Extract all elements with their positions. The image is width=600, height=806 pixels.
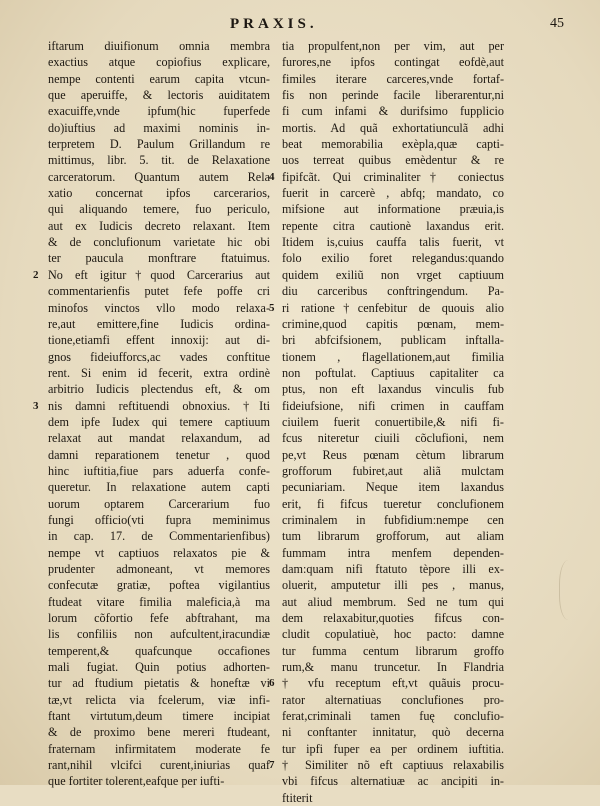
text-line <box>269 757 504 773</box>
line-text: fipifcãt. Qui criminaliter† coniectus <box>282 169 504 184</box>
line-text: aut ex Iudicis decreto relaxant. Item <box>48 218 270 233</box>
line-text: lis confiliis non aufcultent,iracundiæ <box>48 627 270 642</box>
text-line <box>48 757 270 773</box>
line-text: † Similiter nõ eft captiuus relaxabilis <box>282 758 504 773</box>
text-line <box>282 496 504 512</box>
line-text: uorum optarem Carcerarium fuo <box>48 496 270 511</box>
line-text: fraternam infirmitatem moderate fe <box>48 741 270 756</box>
text-line <box>48 692 270 708</box>
text-line <box>282 692 504 708</box>
text-line <box>282 594 504 610</box>
line-text: ter paucula monftrare ftatuimus. <box>48 251 270 266</box>
line-text: damni reparationem tenetur , quod <box>48 447 270 462</box>
text-line <box>282 577 504 593</box>
margin-note-number: 6 <box>269 677 275 690</box>
line-text: tionem , flagellationem,aut fimilia <box>282 349 504 364</box>
text-line <box>48 152 270 168</box>
running-head <box>0 16 600 36</box>
text-line <box>282 659 504 675</box>
line-text: non poftulat. Captiuus capitaliter ca <box>282 365 504 380</box>
left-text-column <box>33 38 270 790</box>
text-line <box>282 430 504 446</box>
line-text: crimine,quod capitis pœnam, mem- <box>282 316 504 331</box>
text-line <box>282 463 504 479</box>
text-line <box>282 708 504 724</box>
text-line <box>282 398 504 414</box>
text-line <box>48 479 270 495</box>
text-line <box>282 120 504 136</box>
line-text: rator alternatiuas conclufiones pro- <box>282 692 504 707</box>
line-text: repente citra cautionè laxandus erit. <box>282 218 504 233</box>
text-line <box>48 71 270 87</box>
text-line <box>282 479 504 495</box>
line-text: fungi officio(vti fupra meminimus <box>48 512 270 527</box>
margin-note-number: 3 <box>33 399 39 412</box>
line-text: rent. Si enim id fecerit, extra ordinè <box>48 365 270 380</box>
line-text: erit, fi fifcus tueretur conclufionem <box>282 496 504 511</box>
line-text: cludit copulatiuè, hoc pacto: damne <box>282 627 504 642</box>
line-text: fummam intra menfem dependen- <box>282 545 504 560</box>
line-text: fuerit in carcerè , abfq; mandato, co <box>282 186 504 201</box>
text-line <box>48 38 270 54</box>
text-line <box>282 332 504 348</box>
page-number: 45 <box>550 16 564 31</box>
line-text: bri abfcifsionem, publicam inftalla- <box>282 333 504 348</box>
line-text: terpretem D. Paulum Grillandum re <box>48 137 270 152</box>
line-text: mittimus, libr. 5. tit. de Relaxatione <box>48 153 270 168</box>
line-text: tione,etiamfi effent innoxij: aut di- <box>48 333 270 348</box>
line-text: furores,ne ipfos contingat eofdè,aut <box>282 55 504 70</box>
line-text: exactius atque copiofius explicare, <box>48 55 270 70</box>
line-text: mifsione aut informatione præuia,is <box>282 202 504 217</box>
line-text: carceratorum. Quantum autem Rela <box>48 169 270 184</box>
text-line <box>48 54 270 70</box>
right-text-column <box>269 38 504 806</box>
text-line <box>48 201 270 217</box>
text-line <box>48 447 270 463</box>
line-text: tur ad ftudium pietatis & honeftæ vi <box>48 676 270 691</box>
text-line <box>282 316 504 332</box>
line-text: ciuilem fuerit conuertibile,& nifi fi- <box>282 414 504 429</box>
line-text: † vfu receptum eft,vt quãuis procu- <box>282 676 504 691</box>
text-line <box>48 365 270 381</box>
line-text: dem relaxabitur,quoties fifcus con- <box>282 611 504 626</box>
text-line <box>48 773 270 789</box>
text-line <box>282 136 504 152</box>
line-text: fis non perinde facile liberarentur,ni <box>282 88 504 103</box>
line-text: minofos vinctos vllo modo relaxa- <box>48 300 270 315</box>
text-line <box>282 741 504 757</box>
line-text: rant,nihil vlcifci curent,iniurias quaf <box>48 758 270 773</box>
text-line <box>282 724 504 740</box>
line-text: beat memorabilia exèpla,quæ capti- <box>282 137 504 152</box>
line-text: ni conftanter innitatur, quò decerna <box>282 725 504 740</box>
line-text: mortis. Ad quã exhortatiunculã adhi <box>282 120 504 135</box>
text-line <box>48 414 270 430</box>
text-line <box>48 316 270 332</box>
line-text: ri ratione†cenfebitur de quouis alio <box>282 300 504 315</box>
line-text: rum,& manu truncetur. In Flandria <box>282 660 504 675</box>
line-text: quidem exiliũ non vrget captiuum <box>282 267 504 282</box>
line-text: nempe vt captiuos relaxatos pie & <box>48 545 270 560</box>
text-line <box>48 561 270 577</box>
line-text: grofforum fubiret,aut aliã mulctam <box>282 463 504 478</box>
line-text: fi cum infami & durifsimo fupplicio <box>282 104 504 119</box>
text-line <box>282 610 504 626</box>
text-line <box>48 283 270 299</box>
line-text: xatio concernat ipfos carcerarios, <box>48 186 270 201</box>
margin-note-number: 2 <box>33 268 39 281</box>
text-line <box>33 267 270 283</box>
text-line <box>33 398 270 414</box>
text-line <box>48 528 270 544</box>
line-text: tur fumma centum librarum groffo <box>282 643 504 658</box>
text-line <box>48 136 270 152</box>
text-line <box>282 250 504 266</box>
line-text: & de proximo bene mereri ftudeant, <box>48 725 270 740</box>
line-text: confecutæ gratiæ, poftea vigilantius <box>48 578 270 593</box>
line-text: temperent,& quafcunque occafiones <box>48 643 270 658</box>
line-text: mali fugiat. Quin potius adhorten- <box>48 660 270 675</box>
text-line <box>48 430 270 446</box>
running-title: PRAXIS. <box>230 16 318 32</box>
text-line <box>48 675 270 691</box>
line-text: oluerit, amputetur illi pes , manus, <box>282 578 504 593</box>
text-line <box>282 283 504 299</box>
text-line <box>269 169 504 185</box>
line-text: que aperuiffe, & lectoris auiditatem <box>48 88 270 103</box>
line-text: fideiufsione, nifi crimen in cauffam <box>282 398 504 413</box>
text-line <box>48 512 270 528</box>
line-text: re,aut emittere,fine Iudicis ordina- <box>48 316 270 331</box>
text-line <box>48 87 270 103</box>
text-line <box>48 741 270 757</box>
text-line <box>282 185 504 201</box>
text-line <box>269 675 504 691</box>
text-line <box>282 349 504 365</box>
line-text: lorum cõfortio fefe abftrahant, ma <box>48 611 270 626</box>
line-text: ftudeat vitare fimilia maleficia,à ma <box>48 594 270 609</box>
text-line <box>282 71 504 87</box>
line-text: fcus niteretur ciuili cõclufioni, nem <box>282 431 504 446</box>
text-line <box>48 659 270 675</box>
text-line <box>48 332 270 348</box>
text-line <box>282 38 504 54</box>
text-line <box>282 103 504 119</box>
text-line <box>282 365 504 381</box>
line-text: criminalem in fubfidium:nempe cen <box>282 512 504 527</box>
line-text: No eft igitur†quod Carcerarius aut <box>48 267 270 282</box>
line-text: pe,vt Reus pœnam cètum librarum <box>282 447 504 462</box>
text-line <box>282 414 504 430</box>
text-line <box>48 724 270 740</box>
line-text: ftant virtutum,deum timere incipiat <box>48 709 270 724</box>
text-line <box>282 545 504 561</box>
text-line <box>48 577 270 593</box>
line-text: nempe contenti earum capita vtcun- <box>48 71 270 86</box>
text-line <box>48 120 270 136</box>
text-line <box>282 218 504 234</box>
text-line <box>282 512 504 528</box>
text-line <box>48 610 270 626</box>
text-line <box>48 381 270 397</box>
text-line <box>282 87 504 103</box>
text-line <box>48 626 270 642</box>
line-text: pecuniariam. Neque item laxandus <box>282 480 504 495</box>
line-text: ftiterit <box>282 790 313 805</box>
line-text: iftarum diuifionum omnia membra <box>48 39 270 53</box>
line-text: qui aliquando temere, fuo periculo, <box>48 202 270 217</box>
page-smudge <box>559 560 582 620</box>
line-text: ferat,criminali tamen fuę conclufio- <box>282 709 504 724</box>
margin-note-number: 5 <box>269 301 275 314</box>
text-line <box>282 561 504 577</box>
text-line <box>282 773 504 789</box>
line-text: relaxat aut mandat relaxandum, ad <box>48 431 270 446</box>
text-line <box>269 300 504 316</box>
line-text: que fortiter tolerent,eafque per iufti- <box>48 774 225 789</box>
line-text: gnos fideiufforcs,ac vades conftitue <box>48 349 270 364</box>
line-text: tæ,vt relicta via fcelerum, viæ infi- <box>48 692 270 707</box>
line-text: dam:quam nifi ftatuto tèpore illi ex- <box>282 562 504 576</box>
text-line <box>48 218 270 234</box>
text-line <box>282 54 504 70</box>
text-line <box>282 626 504 642</box>
text-line <box>282 267 504 283</box>
line-text: tur ipfi fuper ea per ordinem iuftitia. <box>282 741 504 756</box>
text-line <box>48 708 270 724</box>
line-text: commentarienfis putet fefe poffe cri <box>48 284 270 299</box>
line-text: queretur. In relaxatione autem capti <box>48 480 270 495</box>
text-line <box>282 381 504 397</box>
text-line <box>282 528 504 544</box>
line-text: dem ipfe Iudex qui temere captiuum <box>48 414 270 429</box>
text-line <box>282 234 504 250</box>
line-text: fimiles iterare carceres,vnde fortaf- <box>282 71 504 86</box>
line-text: uos terreat quibus emèdentur & re <box>282 153 504 168</box>
text-line <box>282 152 504 168</box>
text-line <box>282 790 504 806</box>
text-line <box>48 463 270 479</box>
text-line <box>48 496 270 512</box>
line-text: Itidem is,cuius cauffa talis fuerit, vt <box>282 235 504 250</box>
text-line <box>48 103 270 119</box>
line-text: tia propulfent,non per vim, aut per <box>282 39 504 53</box>
line-text: do)iuftius ad maximi nominis in- <box>48 120 270 135</box>
line-text: arbitrio Iudicis plectendus eft, & om <box>48 382 270 397</box>
line-text: vbi fifcus alternatiuæ ac ancipiti in- <box>282 774 504 789</box>
text-line <box>48 349 270 365</box>
text-line <box>48 545 270 561</box>
text-line <box>48 594 270 610</box>
line-text: aut aliud membrum. Sed ne tum qui <box>282 594 504 609</box>
line-text: hinc iuftitia,fiue pars aduerfa confe- <box>48 463 270 478</box>
line-text: in cap. 17. de Commentarienfibus) <box>48 529 270 544</box>
line-text: diu carceribus conftringendum. Pa- <box>282 284 504 299</box>
line-text: prudenter admoneant, vt memores <box>48 562 270 576</box>
text-line <box>48 250 270 266</box>
margin-note-number: 7 <box>269 759 275 772</box>
line-text: & de conclufionum varietate hic obi <box>48 235 270 250</box>
line-text: ptus, non eft laxandus vinculis fub <box>282 382 504 397</box>
line-text: nis damni reftituendi obnoxius. †Iti <box>48 398 270 413</box>
text-line <box>48 185 270 201</box>
text-line <box>48 169 270 185</box>
text-line <box>48 234 270 250</box>
text-line <box>48 643 270 659</box>
line-text: folo exilio foret relegandus:quando <box>282 251 504 266</box>
line-text: exacuiffe,vnde ipfum(hic fuperfede <box>48 104 270 119</box>
line-text: tum librarum grofforum, aut aliam <box>282 529 504 544</box>
text-line <box>48 300 270 316</box>
margin-note-number: 4 <box>269 170 275 183</box>
text-line <box>282 201 504 217</box>
text-line <box>282 643 504 659</box>
text-line <box>282 447 504 463</box>
